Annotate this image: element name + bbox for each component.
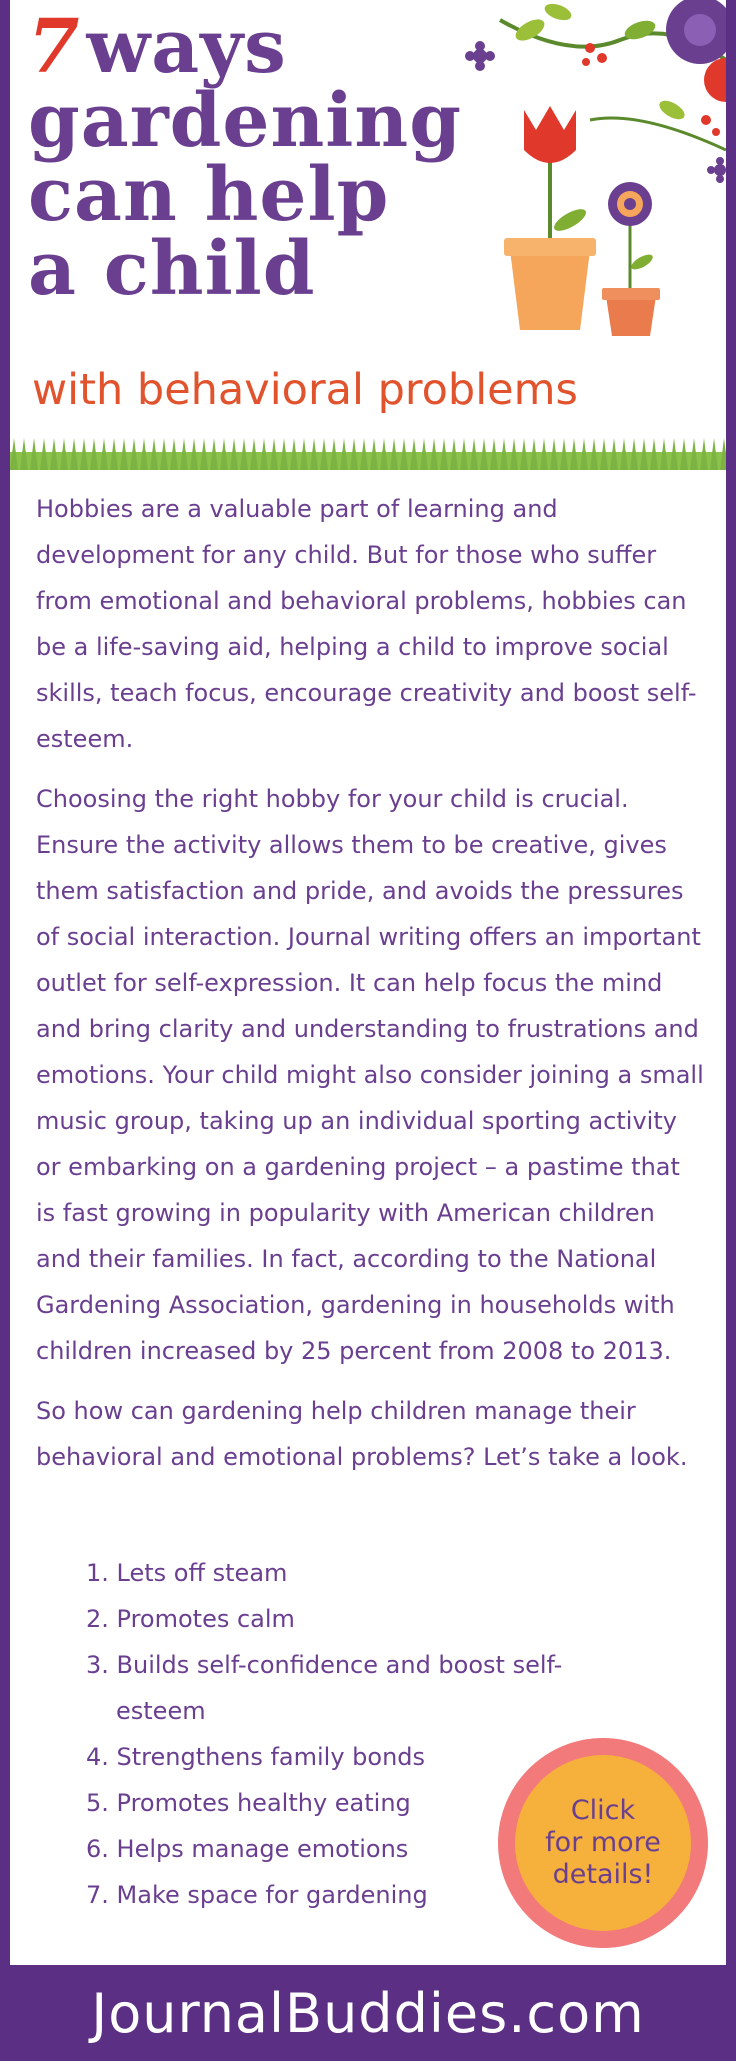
title-word-ways: ways bbox=[86, 4, 287, 90]
click-for-details-button[interactable] bbox=[498, 1738, 708, 1948]
title-number: 7 bbox=[28, 4, 81, 90]
title-line-2: gardening bbox=[28, 78, 462, 164]
footer-brand-link[interactable]: JournalBuddies.com bbox=[91, 1981, 645, 2045]
flower-pots-illustration bbox=[490, 100, 680, 340]
list-item: 1. Lets off steam bbox=[86, 1559, 288, 1587]
click-for-details-badge bbox=[515, 1755, 691, 1931]
article-body bbox=[36, 486, 706, 1494]
paragraph-choosing-hobby: Choosing the right hobby for your child is crucial. Ensure the activity allows them to be creative, gives them satisfaction and pride, and avoids the pressures of social interaction. Journal writing offers an important outlet for self-expression. It can help focus the mind and bring clarity and understanding to frustrations and emotions. Your child might also consider joining a small music group, taking up an individual sporting activity or embarking on a gardening project – a pastime that is fast growing in popularity with American children and their families. In fact, according to the National Gardening Association, gardening in households with children increased by 25 percent from 2008 to 2013. bbox=[36, 785, 704, 1365]
cta-line-1: Click bbox=[570, 1795, 636, 1826]
title-line-3: can help bbox=[28, 152, 390, 238]
infographic-card bbox=[10, 0, 726, 1965]
grass-divider bbox=[10, 436, 726, 470]
list-item: 5. Promotes healthy eating bbox=[86, 1789, 411, 1817]
cta-line-2: for more bbox=[545, 1827, 661, 1858]
list-item: 3. Builds self-confidence and boost self-esteem bbox=[86, 1651, 563, 1725]
title-line-4: a child bbox=[28, 226, 316, 312]
list-item: 6. Helps manage emotions bbox=[86, 1835, 409, 1863]
paragraph-intro: Hobbies are a valuable part of learning and development for any child. But for those who suffer from emotional and behavioral problems, hobbies can be a life-saving aid, helping a child to improve social skills, teach focus, encourage creativity and boost self-esteem. bbox=[36, 495, 697, 753]
page-subtitle: with behavioral problems bbox=[32, 365, 578, 415]
title-line-1 bbox=[28, 4, 498, 90]
list-item: 2. Promotes calm bbox=[86, 1605, 295, 1633]
list-item: 4. Strengthens family bonds bbox=[86, 1743, 426, 1771]
list-item: 7. Make space for gardening bbox=[86, 1881, 428, 1909]
paragraph-question: So how can gardening help children manage their behavioral and emotional problems? Let’s take a look. bbox=[36, 1397, 688, 1471]
page-title bbox=[28, 4, 498, 312]
cta-line-3: details! bbox=[552, 1859, 654, 1890]
